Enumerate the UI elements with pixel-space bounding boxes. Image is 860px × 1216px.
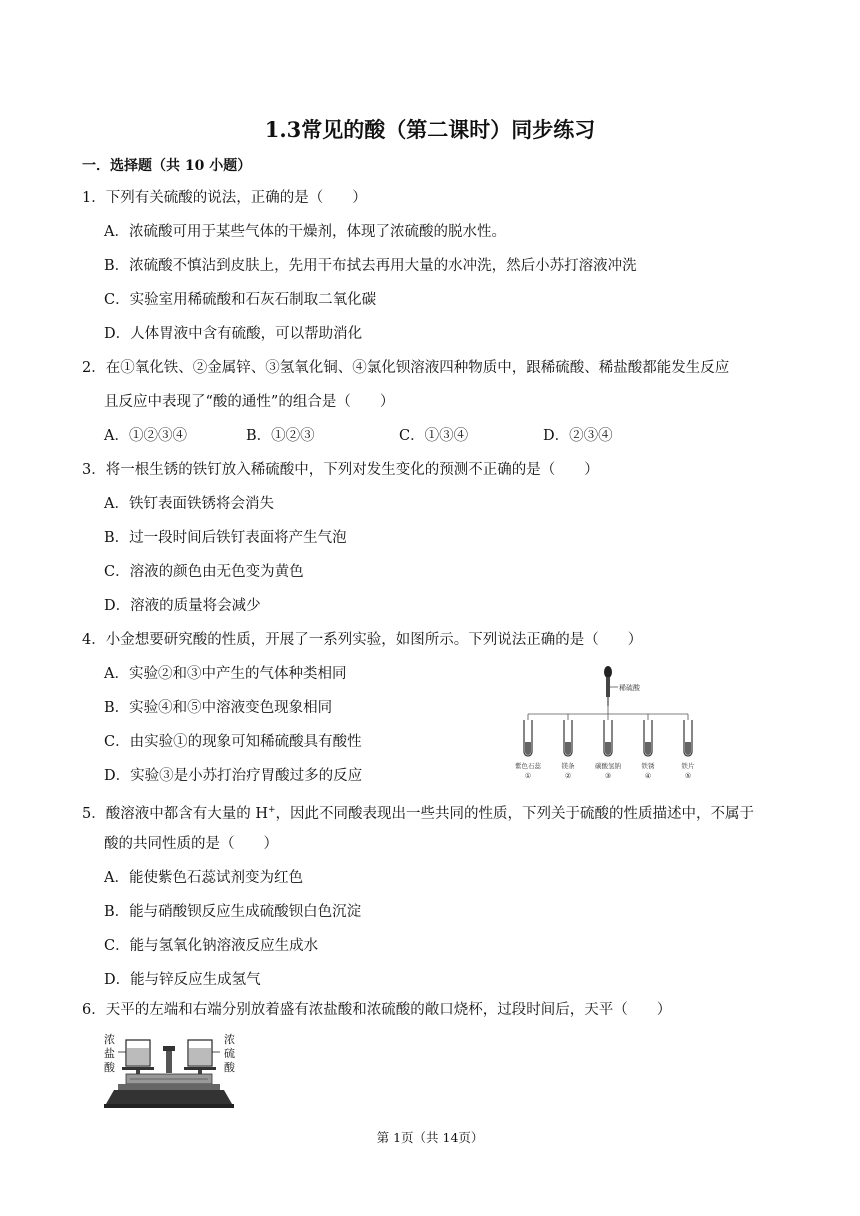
tube-number-4: ④ — [644, 772, 652, 780]
tube-label-3: 碳酸氢钠 — [595, 762, 621, 770]
left-label-1: 浓 — [104, 1033, 115, 1046]
q3-option-b: B．过一段时间后铁钉表面将产生气泡 — [104, 530, 347, 546]
q1-option-b: B．浓硫酸不慎沾到皮肤上，先用干布拭去再用大量的水冲洗，然后小苏打溶液冲洗 — [104, 258, 637, 274]
q4-option-b: B．实验④和⑤中溶液变色现象相同 — [104, 700, 333, 716]
right-label-1: 浓 — [224, 1033, 235, 1046]
q3-option-a: A．铁钉表面铁锈将会消失 — [104, 496, 274, 512]
test-tube-1 — [515, 714, 542, 780]
q4-option-d: D．实验③是小苏打治疗胃酸过多的反应 — [104, 768, 363, 784]
tube-label-4: 铁锈 — [641, 762, 655, 770]
left-beaker-icon — [118, 1040, 150, 1066]
dropper-icon — [604, 666, 612, 706]
q6-balance-figure — [100, 1032, 250, 1110]
q4-stem: 4．小金想要研究酸的性质，开展了一系列实验，如图所示。下列说法正确的是（ ） — [82, 632, 643, 648]
q5-stem-line2: 酸的共同性质的是（ ） — [104, 836, 278, 852]
q3-option-c: C．溶液的颜色由无色变为黄色 — [104, 564, 304, 580]
right-label-3: 酸 — [224, 1061, 235, 1074]
q2-option-d: D．②③④ — [543, 428, 613, 444]
q1-option-c: C．实验室用稀硫酸和石灰石制取二氧化碳 — [104, 292, 377, 308]
tube-number-1: ① — [524, 772, 532, 780]
tube-label-2: 镁条 — [561, 762, 575, 770]
test-tube-3 — [595, 714, 622, 780]
balance-icon — [104, 1046, 234, 1108]
page-footer: 第 1页（共 14页） — [376, 1130, 484, 1145]
q3-option-d: D．溶液的质量将会减少 — [104, 598, 261, 614]
q1-option-a: A．浓硫酸可用于某些气体的干燥剂，体现了浓硫酸的脱水性。 — [104, 224, 506, 240]
left-label-3: 酸 — [104, 1061, 115, 1074]
reagent-label: 稀硫酸 — [619, 684, 640, 692]
q5-stem-line1 — [82, 800, 754, 824]
q5-option-c: C．能与氢氧化钠溶液反应生成水 — [104, 938, 319, 954]
q2-option-b: B．①②③ — [246, 428, 315, 444]
tube-label-1: 紫色石蕊 — [515, 762, 541, 770]
q1-option-d: D．人体胃液中含有硫酸，可以帮助消化 — [104, 326, 363, 342]
q2-option-c: C．①③④ — [399, 428, 469, 444]
q2-stem-line2: 且反应中表现了“酸的通性”的组合是（ ） — [104, 394, 395, 410]
q1-stem: 1．下列有关硫酸的说法，正确的是（ ） — [82, 190, 367, 206]
tube-number-5: ⑤ — [684, 772, 692, 780]
q3-stem: 3．将一根生锈的铁钉放入稀硫酸中，下列对发生变化的预测不正确的是（ ） — [82, 462, 599, 478]
q5-option-b: B．能与硝酸钡反应生成硫酸钡白色沉淀 — [104, 904, 362, 920]
q5-stem-post: ，因此不同酸表现出一些共同的性质，下列关于硫酸的性质描述中，不属于 — [275, 805, 755, 822]
q2-option-a: A．①②③④ — [104, 428, 187, 444]
tube-label-5: 铁片 — [681, 762, 695, 770]
test-tube-4 — [642, 714, 656, 780]
section-heading: 一．选择题（共 10 小题） — [82, 158, 252, 174]
test-tube-2 — [562, 714, 576, 780]
q5-stem-superscript: + — [267, 805, 276, 815]
left-label-2: 盐 — [104, 1047, 115, 1060]
tube-number-3: ③ — [604, 772, 612, 780]
right-beaker-icon — [188, 1040, 220, 1066]
page-title: 1.3常见的酸（第二课时）同步练习 — [264, 117, 596, 142]
q5-option-d: D．能与锌反应生成氢气 — [104, 972, 261, 988]
right-label-2: 硫 — [224, 1047, 235, 1060]
q5-option-a: A．能使紫色石蕊试剂变为红色 — [104, 870, 303, 886]
q4-experiment-figure — [500, 662, 710, 782]
q5-stem-pre: 5．酸溶液中都含有大量的 H — [82, 805, 268, 822]
q2-stem-line1: 2．在①氧化铁、②金属锌、③氢氧化铜、④氯化钡溶液四种物质中，跟稀硫酸、稀盐酸都能发生反应 — [82, 360, 730, 376]
q4-option-c: C．由实验①的现象可知稀硫酸具有酸性 — [104, 734, 362, 750]
q4-option-a: A．实验②和③中产生的气体种类相同 — [104, 666, 347, 682]
tube-number-2: ② — [564, 772, 572, 780]
test-tube-5 — [682, 714, 696, 780]
q6-stem: 6．天平的左端和右端分别放着盛有浓盐酸和浓硫酸的敞口烧杯，过段时间后，天平（ ） — [82, 1002, 672, 1018]
